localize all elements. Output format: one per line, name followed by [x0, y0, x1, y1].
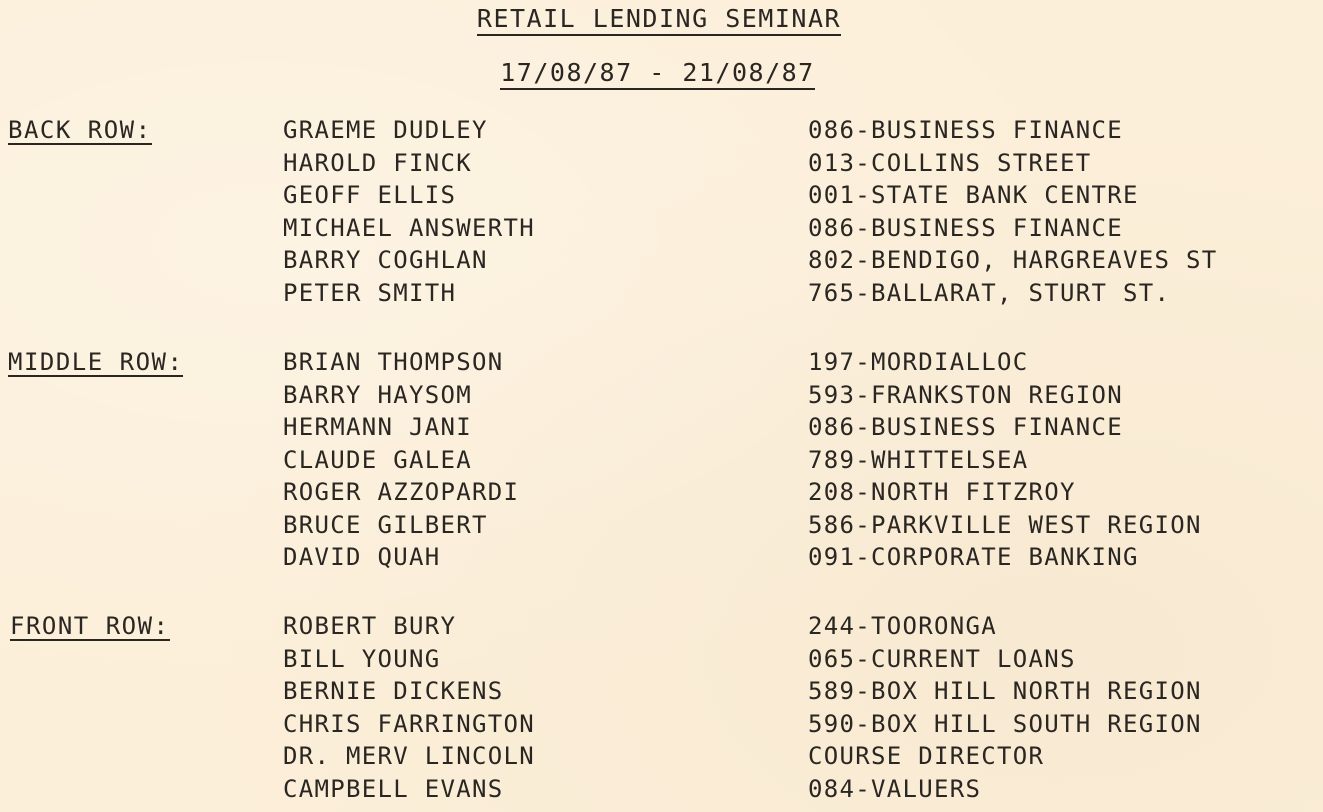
attendee-branch: 789-WHITTELSEA [808, 445, 1029, 474]
attendee-branch: 086-BUSINESS FINANCE [808, 413, 1123, 441]
attendee-branch: 197-MORDIALLOC [808, 348, 1029, 376]
attendee-branch: 244-TOORONGA [808, 612, 997, 640]
back-row-branches [808, 114, 1217, 309]
front-row-names [283, 610, 535, 805]
row-label-front: FRONT ROW: [10, 612, 170, 640]
attendee-branch: 086-BUSINESS FINANCE [808, 213, 1123, 242]
attendee-branch: 208-NORTH FITZROY [808, 478, 1076, 506]
attendee-branch: 065-CURRENT LOANS [808, 644, 1076, 673]
attendee-name: CAMPBELL EVANS [283, 774, 504, 803]
attendee-branch: 091-CORPORATE BANKING [808, 543, 1139, 571]
document-title: RETAIL LENDING SEMINAR [477, 6, 841, 36]
attendee-branch: 593-FRANKSTON REGION [808, 380, 1123, 409]
attendee-name: ROGER AZZOPARDI [283, 478, 520, 506]
attendee-name: BILL YOUNG [283, 644, 441, 673]
attendee-name: GRAEME DUDLEY [283, 116, 488, 144]
attendee-branch: 586-PARKVILLE WEST REGION [808, 510, 1202, 539]
attendee-name: PETER SMITH [283, 278, 457, 307]
attendee-branch: COURSE DIRECTOR [808, 742, 1045, 770]
attendee-name: DR. MERV LINCOLN [283, 742, 535, 770]
attendee-name: GEOFF ELLIS [283, 181, 457, 209]
attendee-name: BERNIE DICKENS [283, 677, 504, 705]
attendee-name: CLAUDE GALEA [283, 445, 472, 474]
attendee-name: BARRY COGHLAN [283, 246, 488, 274]
attendee-branch: 084-VALUERS [808, 774, 982, 803]
row-label-back: BACK ROW: [8, 116, 152, 144]
attendee-name: BRUCE GILBERT [283, 510, 488, 539]
attendee-branch: 001-STATE BANK CENTRE [808, 181, 1139, 209]
attendee-branch: 013-COLLINS STREET [808, 148, 1092, 177]
attendee-branch: 590-BOX HILL SOUTH REGION [808, 709, 1202, 738]
attendee-name: BARRY HAYSOM [283, 380, 472, 409]
attendee-branch: 765-BALLARAT, STURT ST. [808, 278, 1171, 307]
middle-row-branches [808, 346, 1202, 574]
attendee-name: HAROLD FINCK [283, 148, 472, 177]
title-block [0, 6, 1323, 36]
seminar-dates: 17/08/87 - 21/08/87 [500, 60, 814, 90]
middle-row-names [283, 346, 519, 574]
attendee-name: CHRIS FARRINGTON [283, 709, 535, 738]
attendee-name: DAVID QUAH [283, 543, 441, 571]
attendee-branch: 802-BENDIGO, HARGREAVES ST [808, 246, 1218, 274]
attendee-name: HERMANN JANI [283, 413, 472, 441]
front-row-branches [808, 610, 1202, 805]
attendee-name: BRIAN THOMPSON [283, 348, 504, 376]
row-label-middle: MIDDLE ROW: [8, 348, 184, 376]
attendee-name: MICHAEL ANSWERTH [283, 213, 535, 242]
back-row-names [283, 114, 535, 309]
attendee-name: ROBERT BURY [283, 612, 457, 640]
attendee-branch: 589-BOX HILL NORTH REGION [808, 677, 1202, 705]
dates-block [0, 60, 1323, 90]
attendee-branch: 086-BUSINESS FINANCE [808, 116, 1123, 144]
